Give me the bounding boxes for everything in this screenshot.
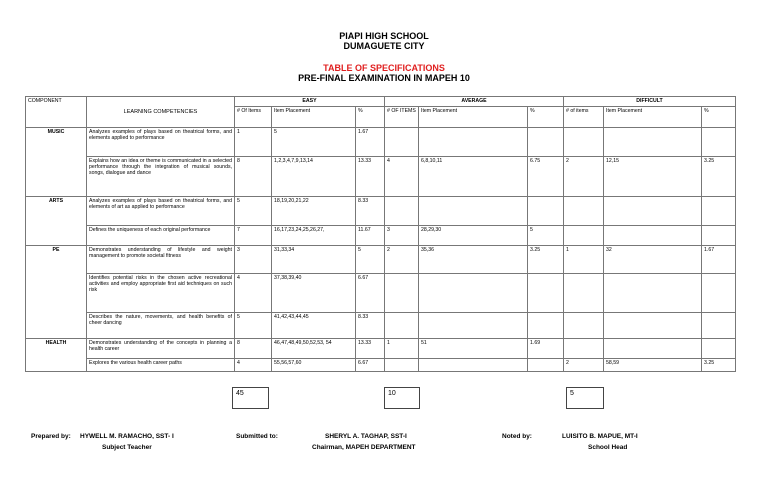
average-percent-cell <box>528 274 564 313</box>
average-items-cell <box>385 128 419 157</box>
difficult-items-cell: 1 <box>564 246 604 274</box>
table-row <box>26 313 736 339</box>
submitted-to-name: SHERYL A. TAGHAP, SST-I <box>325 433 407 440</box>
average-items-cell: 3 <box>385 226 419 246</box>
average-percent-cell <box>528 197 564 226</box>
average-placement-cell <box>419 128 528 157</box>
difficult-placement-cell <box>604 226 702 246</box>
competency-cell: Explains how an idea or theme is communicated in a selected performance through the integration of musical sounds, songs, dialogue and dance <box>87 157 235 197</box>
difficult-placement-cell: 32 <box>604 246 702 274</box>
table-row <box>26 339 736 359</box>
easy-placement-cell: 5 <box>272 128 356 157</box>
difficult-placement-cell <box>604 128 702 157</box>
submitted-to-label: Submitted to: <box>236 433 278 440</box>
submitted-to-role: Chairman, MAPEH DEPARTMENT <box>312 444 416 451</box>
easy-percent-cell: 6.67 <box>356 274 385 313</box>
header-average-percent: % <box>528 107 564 128</box>
prepared-by-name: HYWELL M. RAMACHO, SST- I <box>80 433 174 440</box>
average-items-cell: 2 <box>385 246 419 274</box>
average-percent-cell: 6.75 <box>528 157 564 197</box>
easy-items-cell: 3 <box>235 246 272 274</box>
difficult-percent-cell: 3.25 <box>702 359 736 372</box>
average-placement-cell <box>419 313 528 339</box>
difficult-placement-cell <box>604 339 702 359</box>
difficult-items-cell <box>564 313 604 339</box>
header-easy: EASY <box>235 97 385 107</box>
difficult-percent-cell <box>702 313 736 339</box>
difficult-items-cell <box>564 197 604 226</box>
easy-placement-cell: 18,19,20,21,22 <box>272 197 356 226</box>
doc-subtitle: PRE-FINAL EXAMINATION IN MAPEH 10 <box>298 73 470 83</box>
easy-items-cell: 8 <box>235 339 272 359</box>
average-percent-cell <box>528 359 564 372</box>
average-percent-cell: 1.69 <box>528 339 564 359</box>
component-arts: ARTS <box>26 197 87 246</box>
average-items-cell: 4 <box>385 157 419 197</box>
table-row <box>26 359 736 372</box>
table-row <box>26 128 736 157</box>
difficult-percent-cell: 3.25 <box>702 157 736 197</box>
table-row <box>26 226 736 246</box>
table-row <box>26 157 736 197</box>
easy-percent-cell: 8.33 <box>356 313 385 339</box>
competency-cell: Demonstrates understanding of lifestyle and weight management to promote societal fitness <box>87 246 235 274</box>
difficult-placement-cell <box>604 197 702 226</box>
average-items-cell <box>385 313 419 339</box>
header-easy-placement: Item Placement <box>272 107 356 128</box>
header-average-placement: Item Placement <box>419 107 528 128</box>
competency-cell: Identifies potential risks in the chosen active recreational activities and employ appropriate first aid techniques on such risk <box>87 274 235 313</box>
difficult-percent-cell <box>702 274 736 313</box>
header-average-items: # OF ITEMS <box>385 107 419 128</box>
table-row <box>26 197 736 226</box>
average-items-cell: 1 <box>385 339 419 359</box>
average-placement-cell: 6,8,10,11 <box>419 157 528 197</box>
difficult-percent-cell <box>702 226 736 246</box>
average-items-cell <box>385 274 419 313</box>
noted-by-name: LUISITO B. MAPUE, MT-I <box>562 433 638 440</box>
easy-items-cell: 8 <box>235 157 272 197</box>
easy-placement-cell: 16,17,23,24,25,26,27, <box>272 226 356 246</box>
difficult-items-cell <box>564 226 604 246</box>
easy-items-cell: 4 <box>235 274 272 313</box>
easy-placement-cell: 41,42,43,44,45 <box>272 313 356 339</box>
component-pe: PE <box>26 246 87 339</box>
header-difficult-placement: Item Placement <box>604 107 702 128</box>
average-percent-cell: 3.25 <box>528 246 564 274</box>
difficult-items-cell <box>564 339 604 359</box>
easy-placement-cell: 37,38,39,40 <box>272 274 356 313</box>
noted-by-label: Noted by: <box>502 433 532 440</box>
prepared-by-label: Prepared by: <box>31 433 71 440</box>
difficult-placement-cell: 12,15 <box>604 157 702 197</box>
component-health: HEALTH <box>26 339 87 372</box>
header-difficult-items: # of items <box>564 107 604 128</box>
competency-cell: Analyzes examples of plays based on theatrical forms, and elements of art as applied to performance <box>87 197 235 226</box>
header-easy-items: # Of Items <box>235 107 272 128</box>
average-percent-cell: 5 <box>528 226 564 246</box>
difficult-percent-cell <box>702 128 736 157</box>
easy-items-cell: 1 <box>235 128 272 157</box>
easy-items-cell: 4 <box>235 359 272 372</box>
average-percent-cell <box>528 128 564 157</box>
header-difficult: DIFFICULT <box>564 97 736 107</box>
difficult-placement-cell <box>604 274 702 313</box>
competency-cell: Explores the various health career paths <box>87 359 235 372</box>
easy-placement-cell: 1,2,3,4,7,9,13,14 <box>272 157 356 197</box>
easy-percent-cell: 13.33 <box>356 339 385 359</box>
competency-cell: Analyzes examples of plays based on theatrical forms, and elements applied to performance <box>87 128 235 157</box>
easy-percent-cell: 11.67 <box>356 226 385 246</box>
easy-placement-cell: 31,33,34 <box>272 246 356 274</box>
noted-by-role: School Head <box>588 444 628 451</box>
average-placement-cell <box>419 197 528 226</box>
header-easy-percent: % <box>356 107 385 128</box>
competency-cell: Demonstrates understanding of the concepts in planning a health career <box>87 339 235 359</box>
competency-cell: Describes the nature, movements, and health benefits of cheer dancing <box>87 313 235 339</box>
average-placement-cell: 35,36 <box>419 246 528 274</box>
difficult-items-cell <box>564 274 604 313</box>
average-placement-cell <box>419 274 528 313</box>
average-placement-cell <box>419 359 528 372</box>
easy-percent-cell: 13.33 <box>356 157 385 197</box>
difficult-items-cell: 2 <box>564 359 604 372</box>
component-music: MUSIC <box>26 128 87 197</box>
competency-cell: Defines the uniqueness of each original performance <box>87 226 235 246</box>
easy-placement-cell: 55,56,57,60 <box>272 359 356 372</box>
specification-table <box>25 96 736 372</box>
easy-total-box: 45 <box>232 387 269 409</box>
easy-percent-cell: 8.33 <box>356 197 385 226</box>
header-component: COMPONENT <box>26 97 87 128</box>
difficult-placement-cell <box>604 313 702 339</box>
difficult-percent-cell <box>702 197 736 226</box>
difficult-percent-cell: 1.67 <box>702 246 736 274</box>
average-placement-cell: 51 <box>419 339 528 359</box>
difficult-percent-cell <box>702 339 736 359</box>
average-placement-cell: 28,29,30 <box>419 226 528 246</box>
prepared-by-role: Subject Teacher <box>102 444 152 451</box>
average-items-cell <box>385 197 419 226</box>
difficult-items-cell <box>564 128 604 157</box>
header-competencies: LEARNING COMPETENCIES <box>87 97 235 128</box>
average-items-cell <box>385 359 419 372</box>
doc-title: TABLE OF SPECIFICATIONS <box>323 63 445 73</box>
table-row <box>26 274 736 313</box>
school-city: DUMAGUETE CITY <box>343 41 425 51</box>
average-total-box: 10 <box>384 387 420 409</box>
difficult-placement-cell: 58,59 <box>604 359 702 372</box>
easy-percent-cell: 1.67 <box>356 128 385 157</box>
average-percent-cell <box>528 313 564 339</box>
easy-items-cell: 5 <box>235 313 272 339</box>
difficult-items-cell: 2 <box>564 157 604 197</box>
easy-percent-cell: 5 <box>356 246 385 274</box>
difficult-total-box: 5 <box>566 387 604 409</box>
header-average: AVERAGE <box>385 97 564 107</box>
table-row <box>26 246 736 274</box>
school-name: PIAPI HIGH SCHOOL <box>339 31 429 41</box>
header-difficult-percent: % <box>702 107 736 128</box>
easy-items-cell: 5 <box>235 197 272 226</box>
easy-items-cell: 7 <box>235 226 272 246</box>
easy-percent-cell: 6.67 <box>356 359 385 372</box>
easy-placement-cell: 46,47,48,49,50,52,53, 54 <box>272 339 356 359</box>
